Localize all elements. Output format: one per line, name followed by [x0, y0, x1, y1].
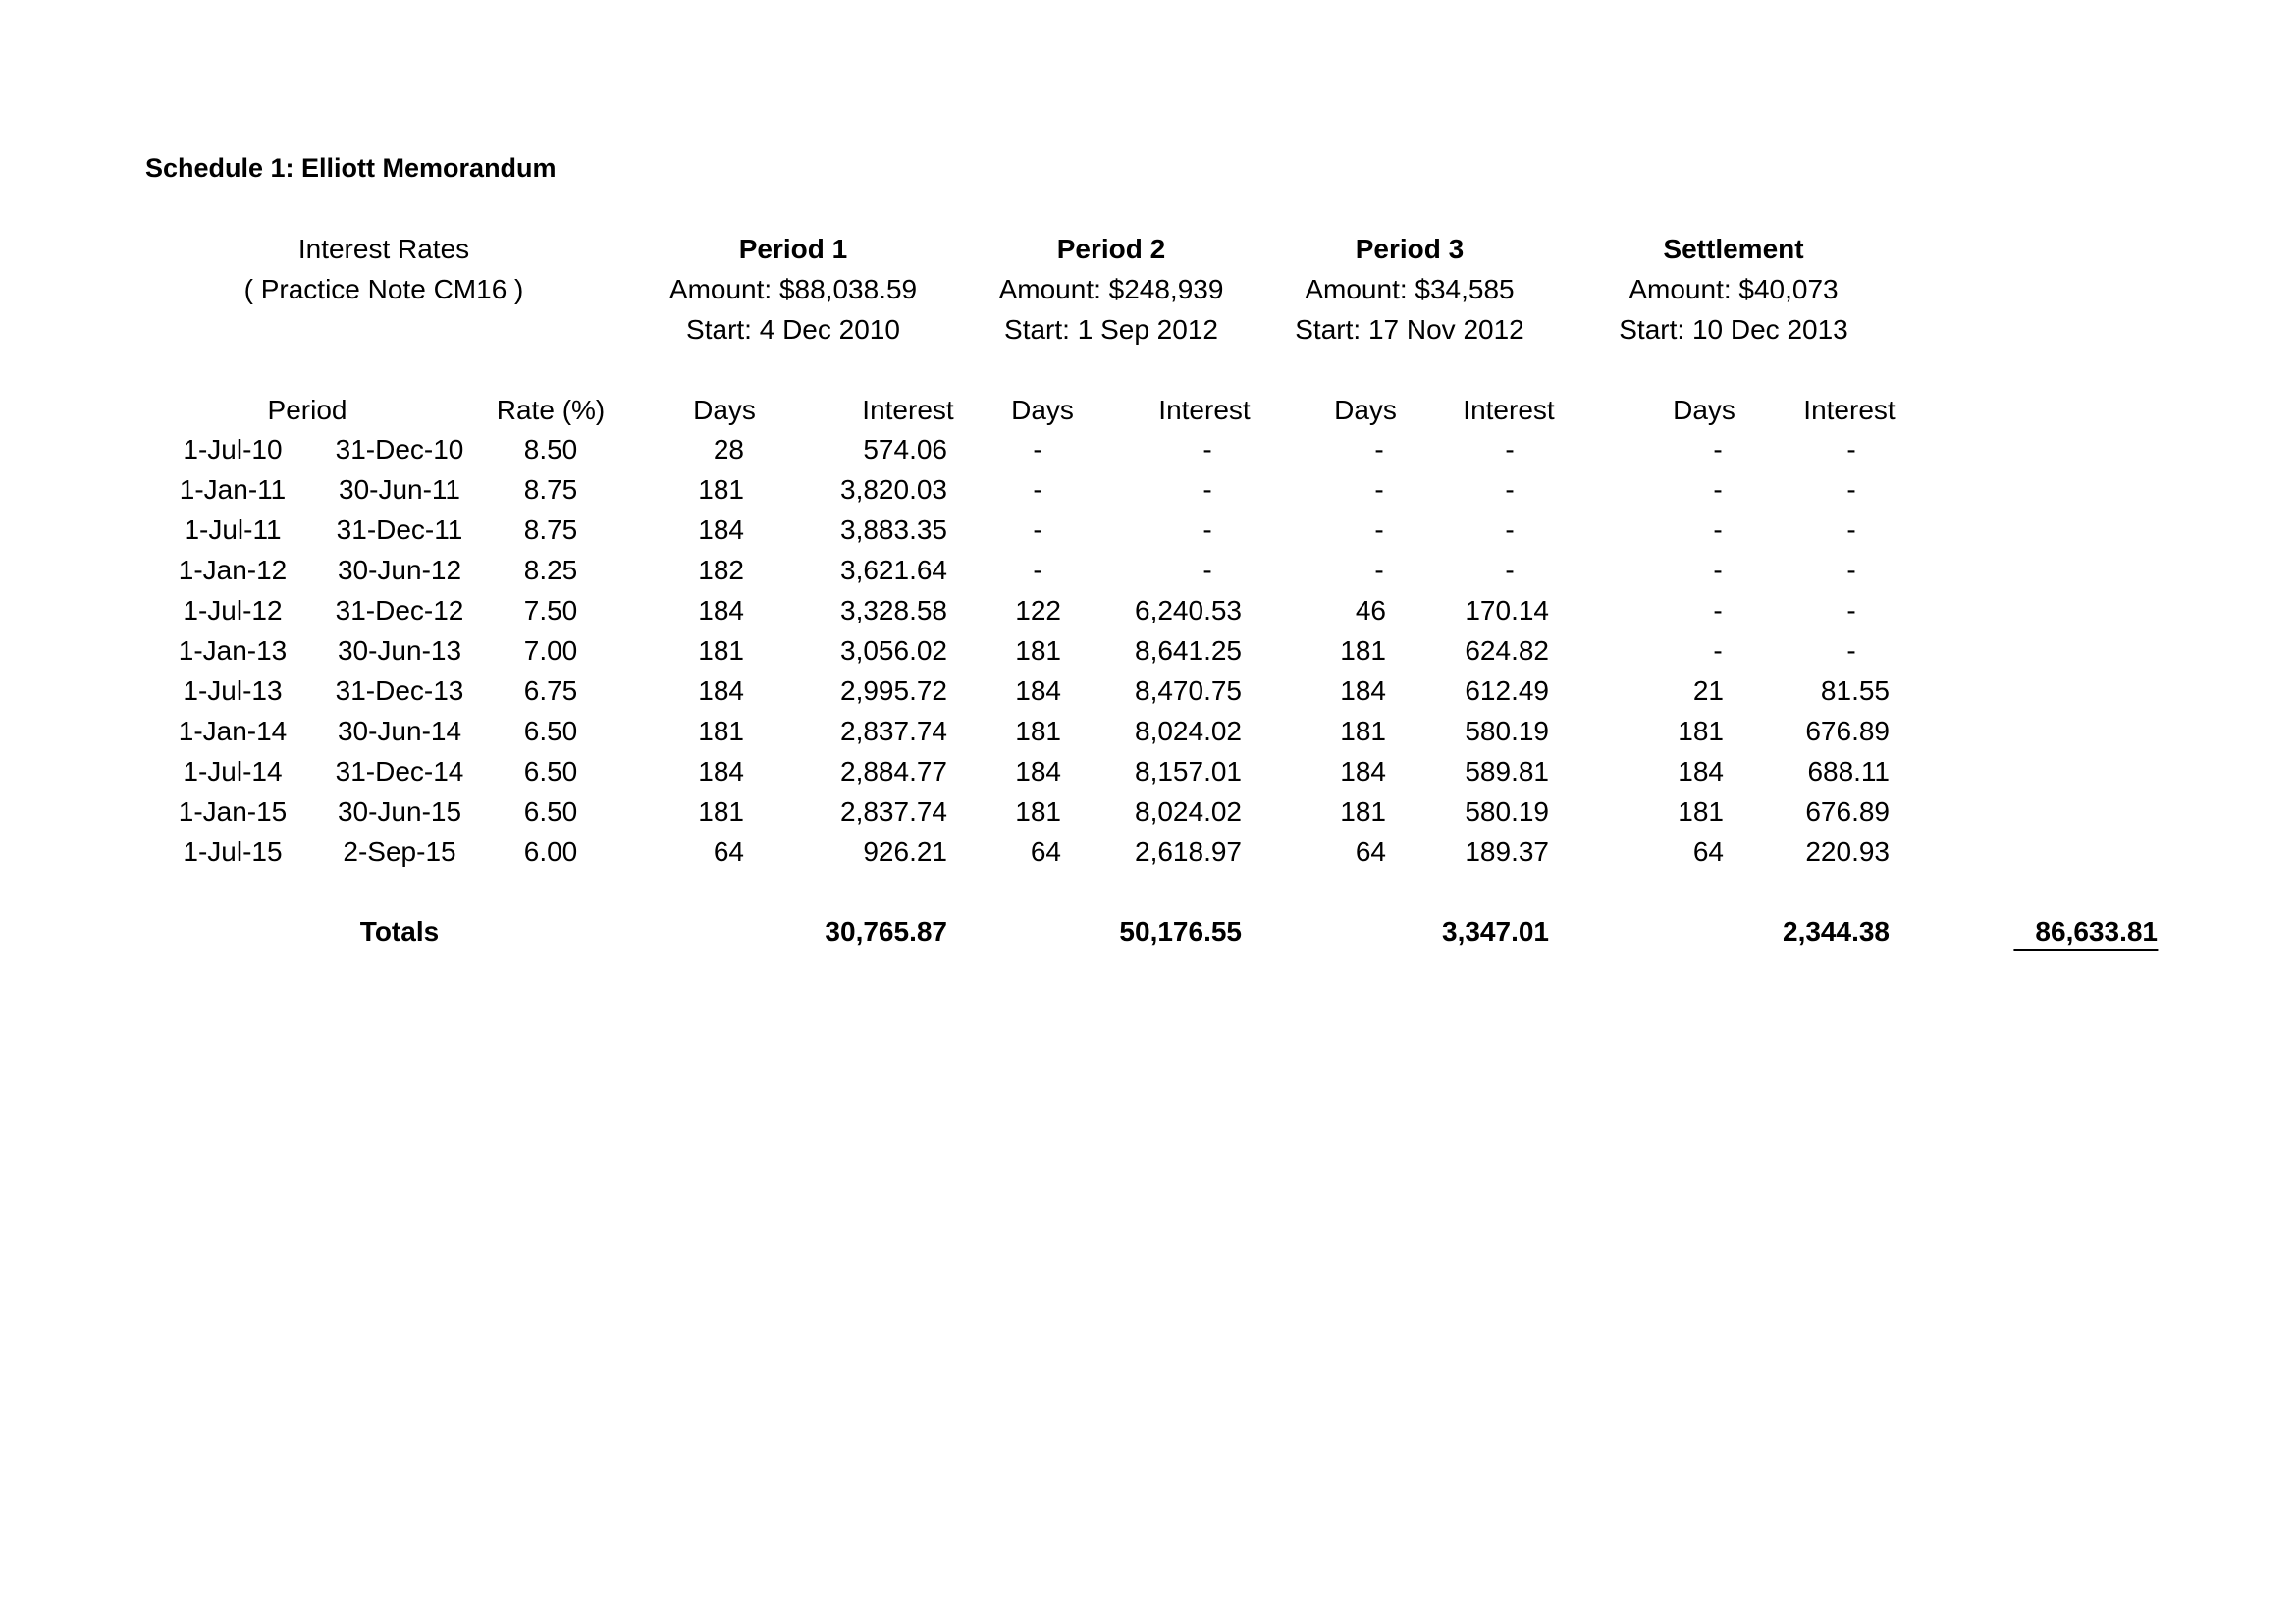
cell-interest: 8,024.02	[1135, 796, 1242, 827]
cell-interest: 8,157.01	[1135, 756, 1242, 786]
cell-interest: 574.06	[863, 434, 947, 464]
cell-period-start: 1-Jan-11	[179, 474, 287, 505]
cell-period-end: 30-Jun-15	[337, 796, 462, 827]
cell-period-end: 31-Dec-14	[335, 756, 464, 786]
cell-days: 122	[1015, 595, 1061, 625]
cell-interest: 8,641.25	[1135, 635, 1242, 666]
totals-label: Totals	[359, 916, 440, 947]
cell-interest: -	[1846, 474, 1856, 505]
cell-days: -	[1374, 434, 1384, 464]
cell-interest: 580.19	[1465, 796, 1549, 827]
cell-rate: 8.50	[523, 434, 578, 464]
totals-value: 2,344.38	[1783, 916, 1890, 947]
group-start-date: Start: 17 Nov 2012	[1295, 314, 1524, 345]
cell-interest: 624.82	[1465, 635, 1549, 666]
cell-period-start: 1-Jan-13	[178, 635, 288, 666]
cell-period-end: 31-Dec-10	[335, 434, 464, 464]
column-header-rate: Rate (%)	[496, 395, 606, 425]
cell-days: 181	[698, 796, 744, 827]
cell-interest: -	[1505, 555, 1515, 585]
cell-rate: 8.75	[523, 474, 578, 505]
cell-rate: 6.50	[523, 796, 578, 827]
totals-value: 50,176.55	[1119, 916, 1242, 947]
cell-days: -	[1374, 474, 1384, 505]
cell-days: 184	[1340, 756, 1386, 786]
cell-days: 184	[698, 756, 744, 786]
group-amount: Amount: $88,038.59	[668, 274, 918, 304]
cell-interest: -	[1846, 514, 1856, 545]
cell-days: -	[1713, 474, 1723, 505]
cell-days: -	[1374, 555, 1384, 585]
column-header-days: Days	[1673, 395, 1735, 425]
group-name: Period 1	[738, 234, 848, 264]
group-name: Period 3	[1355, 234, 1465, 264]
grand-total: 86,633.81	[2013, 918, 2158, 951]
column-header-interest: Interest	[1463, 395, 1555, 425]
cell-period-start: 1-Jan-15	[178, 796, 288, 827]
cell-days: 64	[1692, 837, 1724, 867]
cell-interest: 2,837.74	[840, 716, 947, 746]
cell-interest: -	[1846, 434, 1856, 464]
cell-interest: -	[1202, 434, 1212, 464]
totals-value: 3,347.01	[1442, 916, 1549, 947]
cell-rate: 6.50	[523, 756, 578, 786]
cell-interest: 189.37	[1465, 837, 1549, 867]
cell-period-end: 31-Dec-13	[335, 676, 464, 706]
column-header-days: Days	[1011, 395, 1074, 425]
cell-interest: 612.49	[1465, 676, 1549, 706]
cell-interest: -	[1846, 635, 1856, 666]
cell-interest: 8,470.75	[1135, 676, 1242, 706]
cell-period-end: 31-Dec-11	[336, 514, 463, 545]
cell-interest: 2,837.74	[840, 796, 947, 827]
cell-period-end: 30-Jun-14	[337, 716, 462, 746]
cell-rate: 8.25	[523, 555, 578, 585]
cell-interest: -	[1202, 474, 1212, 505]
cell-days: 46	[1355, 595, 1386, 625]
group-start-date: Start: 10 Dec 2013	[1619, 314, 1848, 345]
cell-rate: 6.00	[523, 837, 578, 867]
cell-interest: 688.11	[1807, 756, 1890, 786]
cell-days: 64	[713, 837, 744, 867]
cell-days: -	[1713, 635, 1723, 666]
cell-days: 181	[1340, 635, 1386, 666]
cell-rate: 6.75	[523, 676, 578, 706]
cell-interest: -	[1202, 555, 1212, 585]
cell-period-end: 30-Jun-13	[337, 635, 462, 666]
cell-days: 64	[1355, 837, 1386, 867]
column-header-period: Period	[267, 395, 347, 425]
column-header-days: Days	[693, 395, 756, 425]
cell-interest: 2,884.77	[840, 756, 947, 786]
cell-days: 28	[713, 434, 744, 464]
cell-days: 181	[1340, 716, 1386, 746]
cell-period-start: 1-Jul-11	[184, 514, 282, 545]
column-header-interest: Interest	[1158, 395, 1251, 425]
column-header-interest: Interest	[1803, 395, 1896, 425]
cell-days: -	[1374, 514, 1384, 545]
cell-days: 64	[1030, 837, 1061, 867]
column-header-days: Days	[1334, 395, 1397, 425]
cell-period-end: 30-Jun-12	[337, 555, 462, 585]
cell-interest: 676.89	[1805, 796, 1890, 827]
cell-interest: 3,056.02	[840, 635, 947, 666]
group-name: Settlement	[1663, 234, 1804, 264]
cell-interest: -	[1846, 555, 1856, 585]
cell-period-start: 1-Jul-13	[183, 676, 283, 706]
cell-interest: 676.89	[1805, 716, 1890, 746]
cell-interest: 2,618.97	[1135, 837, 1242, 867]
cell-days: 181	[698, 716, 744, 746]
cell-days: -	[1033, 555, 1042, 585]
cell-days: -	[1713, 434, 1723, 464]
cell-rate: 7.50	[523, 595, 578, 625]
cell-interest: 580.19	[1465, 716, 1549, 746]
cell-days: 182	[698, 555, 744, 585]
cell-interest: 3,820.03	[840, 474, 947, 505]
cell-period-start: 1-Jul-10	[183, 434, 283, 464]
cell-interest: 81.55	[1820, 676, 1890, 706]
cell-days: 181	[1015, 796, 1061, 827]
cell-interest: 589.81	[1465, 756, 1549, 786]
group-start-date: Start: 4 Dec 2010	[686, 314, 900, 345]
cell-days: -	[1033, 474, 1042, 505]
group-amount: Amount: $40,073	[1629, 274, 1839, 304]
cell-days: 181	[1678, 716, 1724, 746]
cell-days: 184	[698, 676, 744, 706]
group-amount: Amount: $34,585	[1305, 274, 1515, 304]
cell-interest: -	[1505, 514, 1515, 545]
practice-note-label: ( Practice Note CM16 )	[243, 274, 524, 304]
cell-interest: 3,328.58	[840, 595, 947, 625]
cell-days: 181	[1015, 635, 1061, 666]
cell-interest: -	[1202, 514, 1212, 545]
cell-days: -	[1713, 555, 1723, 585]
cell-days: 184	[1015, 676, 1061, 706]
cell-period-end: 30-Jun-11	[338, 474, 461, 505]
cell-days: 181	[1340, 796, 1386, 827]
cell-period-start: 1-Jan-12	[178, 555, 288, 585]
cell-days: 184	[1015, 756, 1061, 786]
cell-period-start: 1-Jul-12	[183, 595, 283, 625]
group-start-date: Start: 1 Sep 2012	[1004, 314, 1218, 345]
cell-interest: -	[1846, 595, 1856, 625]
cell-days: 21	[1692, 676, 1724, 706]
cell-interest: 8,024.02	[1135, 716, 1242, 746]
cell-days: 184	[698, 595, 744, 625]
column-header-interest: Interest	[862, 395, 954, 425]
cell-interest: 3,883.35	[840, 514, 947, 545]
cell-rate: 7.00	[523, 635, 578, 666]
cell-days: 181	[1678, 796, 1724, 827]
cell-interest: -	[1505, 474, 1515, 505]
page-title: Schedule 1: Elliott Memorandum	[145, 153, 557, 183]
cell-days: -	[1713, 514, 1723, 545]
cell-period-end: 31-Dec-12	[335, 595, 464, 625]
cell-days: 184	[1340, 676, 1386, 706]
cell-interest: -	[1505, 434, 1515, 464]
cell-interest: 6,240.53	[1135, 595, 1242, 625]
cell-days: 181	[1015, 716, 1061, 746]
cell-interest: 170.14	[1465, 595, 1549, 625]
cell-period-start: 1-Jan-14	[178, 716, 288, 746]
cell-period-start: 1-Jul-15	[183, 837, 283, 867]
cell-interest: 3,621.64	[840, 555, 947, 585]
totals-value: 30,765.87	[825, 916, 947, 947]
cell-days: -	[1033, 514, 1042, 545]
cell-interest: 220.93	[1805, 837, 1890, 867]
group-name: Period 2	[1056, 234, 1166, 264]
cell-interest: 926.21	[863, 837, 947, 867]
cell-days: 181	[698, 474, 744, 505]
cell-rate: 8.75	[523, 514, 578, 545]
cell-days: 181	[698, 635, 744, 666]
interest-rates-heading: Interest Rates	[297, 234, 470, 264]
cell-days: 184	[698, 514, 744, 545]
cell-days: -	[1033, 434, 1042, 464]
cell-interest: 2,995.72	[840, 676, 947, 706]
cell-rate: 6.50	[523, 716, 578, 746]
cell-days: -	[1713, 595, 1723, 625]
cell-days: 184	[1678, 756, 1724, 786]
group-amount: Amount: $248,939	[998, 274, 1224, 304]
cell-period-start: 1-Jul-14	[183, 756, 283, 786]
cell-period-end: 2-Sep-15	[343, 837, 456, 867]
